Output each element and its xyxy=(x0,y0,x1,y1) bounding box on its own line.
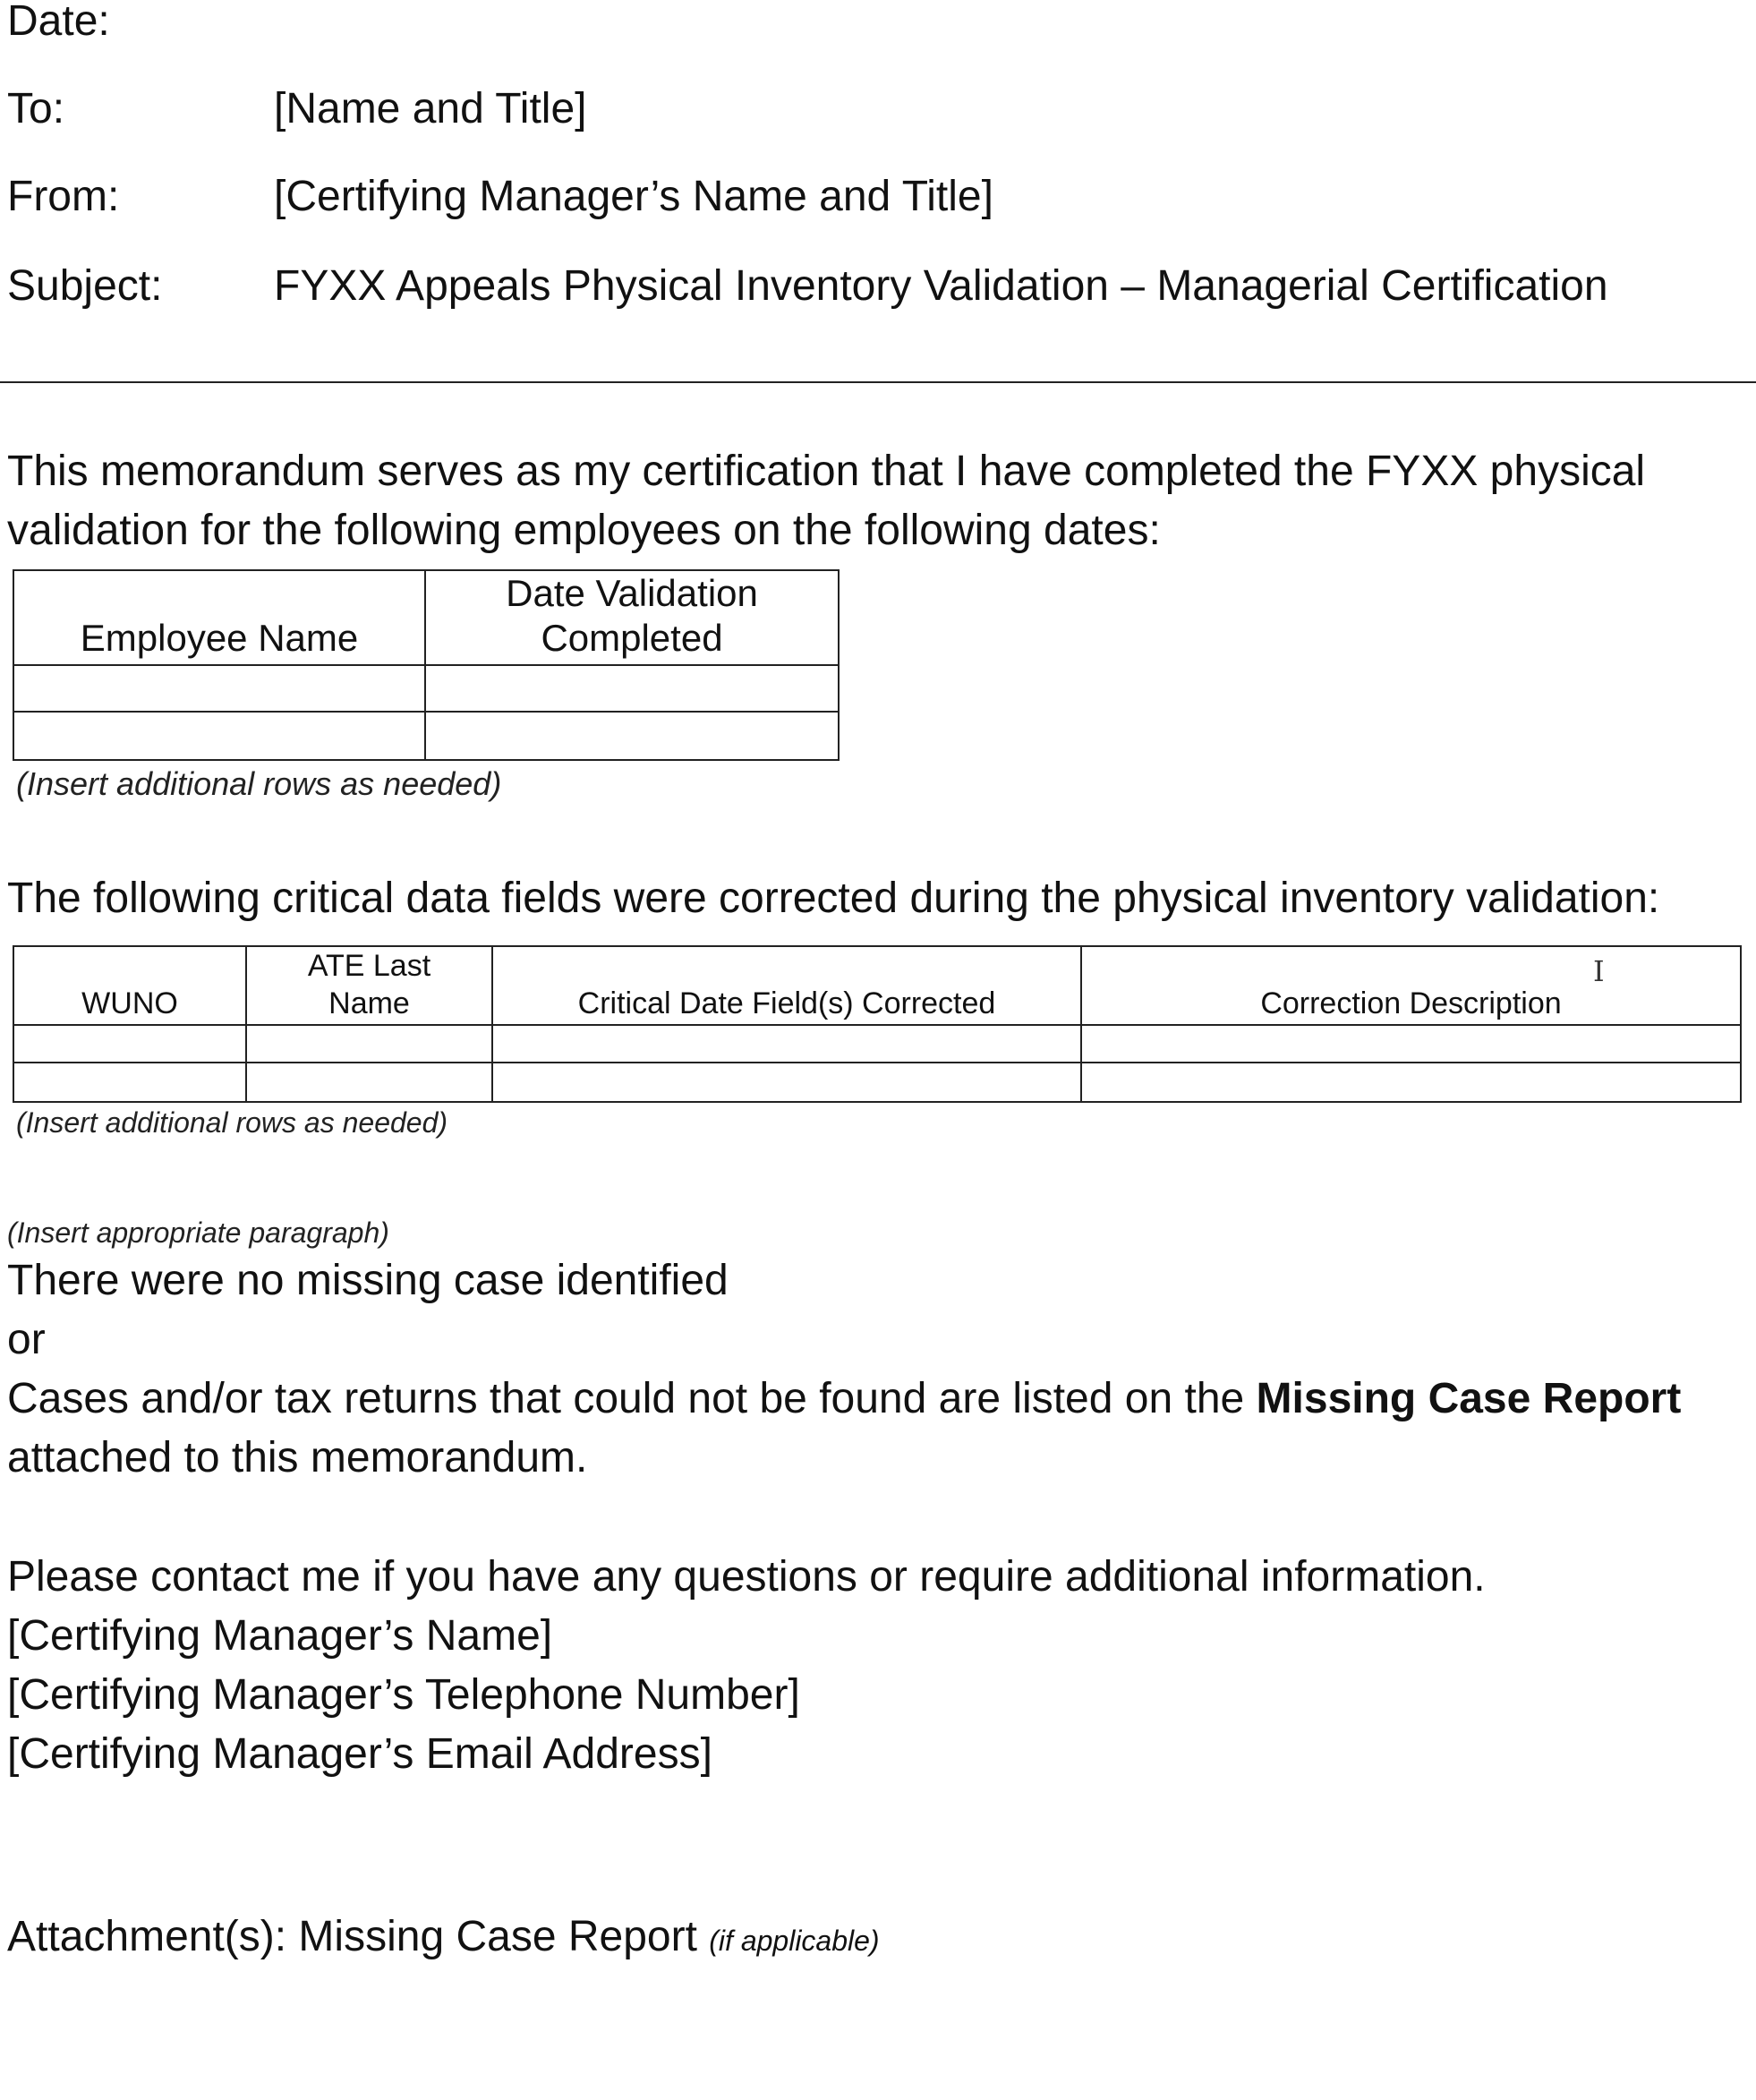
from-label: From: xyxy=(7,173,120,220)
ate-last-name-header: ATE Last Name xyxy=(246,946,492,1025)
wuno-cell[interactable] xyxy=(13,1063,246,1102)
critical-table-note: (Insert additional rows as needed) xyxy=(16,1106,448,1139)
wuno-cell[interactable] xyxy=(13,1025,246,1063)
attachment-line xyxy=(7,1908,880,1970)
table-row xyxy=(13,1025,1741,1063)
text-cursor-icon: I xyxy=(1593,954,1605,988)
from-value: [Certifying Manager’s Name and Title] xyxy=(274,173,993,220)
to-label: To: xyxy=(7,85,65,132)
attachment-note: (if applicable) xyxy=(709,1925,880,1957)
ate-last-name-cell[interactable] xyxy=(246,1063,492,1102)
option-no-missing: There were no missing case identified xyxy=(7,1257,729,1304)
subject-label: Subject: xyxy=(7,262,163,310)
employee-table-header-row xyxy=(13,570,839,665)
date-completed-cell[interactable] xyxy=(425,712,839,760)
critical-table-header-row xyxy=(13,946,1741,1025)
critical-field-header: Critical Date Field(s) Corrected xyxy=(492,946,1081,1025)
table-row xyxy=(13,665,839,712)
attachment-text: Attachment(s): Missing Case Report xyxy=(7,1913,710,1960)
option-attached: attached to this memorandum. xyxy=(7,1434,588,1481)
correction-description-header: Correction Description xyxy=(1081,946,1741,1025)
intro-line-2: validation for the following employees on the following dates: xyxy=(7,507,1161,554)
date-label: Date: xyxy=(7,0,110,45)
option-or: or xyxy=(7,1316,46,1363)
manager-telephone: [Certifying Manager’s Telephone Number] xyxy=(7,1671,800,1719)
manager-email: [Certifying Manager’s Email Address] xyxy=(7,1730,712,1778)
to-value: [Name and Title] xyxy=(274,85,587,132)
date-validation-header: Date Validation Completed xyxy=(425,570,839,665)
date-completed-cell[interactable] xyxy=(425,665,839,712)
employee-validation-table xyxy=(13,569,840,761)
critical-field-cell[interactable] xyxy=(492,1063,1081,1102)
employee-table-note: (Insert additional rows as needed) xyxy=(16,765,502,802)
table-row xyxy=(13,1063,1741,1102)
closing-block xyxy=(7,1548,1486,1784)
options-paragraph xyxy=(7,1251,1681,1488)
header-divider xyxy=(0,381,1756,383)
missing-case-report-bold: Missing Case Report xyxy=(1256,1375,1682,1422)
employee-name-header: Employee Name xyxy=(13,570,425,665)
intro-line-1: This memorandum serves as my certification that I have completed the FYXX physical xyxy=(7,448,1646,495)
ate-last-name-cell[interactable] xyxy=(246,1025,492,1063)
critical-field-cell[interactable] xyxy=(492,1025,1081,1063)
employee-name-cell[interactable] xyxy=(13,712,425,760)
employee-name-cell[interactable] xyxy=(13,665,425,712)
closing-contact: Please contact me if you have any questions or require additional information. xyxy=(7,1553,1486,1601)
wuno-header: WUNO xyxy=(13,946,246,1025)
critical-fields-table xyxy=(13,945,1742,1103)
table-row xyxy=(13,712,839,760)
option-missing-cases: Cases and/or tax returns that could not be found are listed on the Missing Case Report xyxy=(7,1375,1682,1422)
intro-paragraph xyxy=(7,442,1645,560)
subject-value: FYXX Appeals Physical Inventory Validation – Managerial Certification xyxy=(274,262,1608,310)
critical-intro: The following critical data fields were corrected during the physical inventory validation: xyxy=(7,875,1660,922)
paragraph-note: (Insert appropriate paragraph) xyxy=(7,1216,389,1249)
correction-description-cell[interactable] xyxy=(1081,1063,1741,1102)
correction-description-cell[interactable] xyxy=(1081,1025,1741,1063)
manager-name: [Certifying Manager’s Name] xyxy=(7,1612,553,1660)
